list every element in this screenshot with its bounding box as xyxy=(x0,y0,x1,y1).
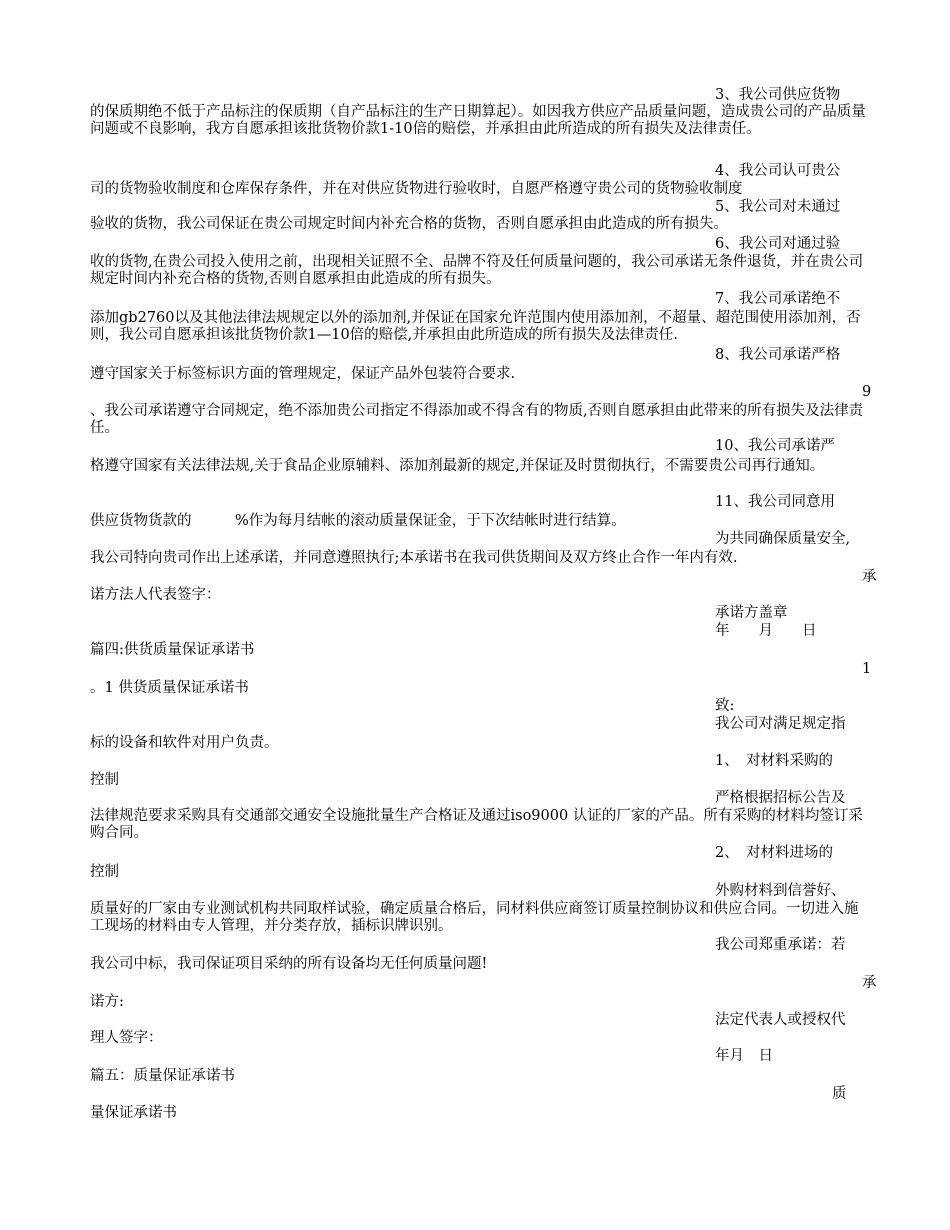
clause-10-lead: 10、我公司承诺严 xyxy=(715,438,835,454)
section-five-title: 量保证承诺书 xyxy=(90,1105,177,1121)
section-four-heading: 篇四:供货质量保证承诺书 xyxy=(90,642,255,658)
item-1-lead: 1、 对材料采购的 xyxy=(715,753,833,769)
clause-7-body: 添加gb2760以及其他法律法规规定以外的添加剂,并保证在国家允许范围内使用添加剂，不超量、超范围使用添加剂，否则，我公司自愿承担该批货物价款1—10倍的赔偿,并承担由此所造成的所有损失及法律责任. xyxy=(90,310,861,343)
clause-4-body: 司的货物验收制度和仓库保存条件，并在对供应货物进行验收时，自愿严格遵守贵公司的货物验收制度 xyxy=(90,181,743,197)
clause-8-lead: 8、我公司承诺严格 xyxy=(715,347,841,363)
section-five-lead: 质 xyxy=(832,1086,847,1102)
closing-lead: 为共同确保质量安全, xyxy=(715,531,851,547)
intro-body: 标的设备和软件对用户负责。 xyxy=(90,735,279,751)
representative-lead: 法定代表人或授权代 xyxy=(715,1012,846,1028)
section-five-heading: 篇五：质量保证承诺书 xyxy=(90,1068,235,1084)
clause-9-lead: 9 xyxy=(862,384,872,400)
date-line-2: 年月 日 xyxy=(715,1048,773,1064)
item-2-body-lead: 外购材料到信誉好、 xyxy=(715,883,846,899)
party-lead: 承 xyxy=(862,975,877,991)
signature-lead: 承 xyxy=(862,569,877,585)
clause-6-body: 收的货物,在贵公司投入使用之前，出现相关证照不全、品牌不符及任何质量问题的，我公司承诺无条件退货，并在贵公司规定时间内补充合格的货物,否则自愿承担由此造成的所有损失。 xyxy=(90,254,864,287)
pledge-body: 我公司中标，我司保证项目采纳的所有设备均无任何质量问题! xyxy=(90,956,488,972)
intro-lead: 我公司对满足规定指 xyxy=(715,716,846,732)
clause-11-body: 供应货物货款的 %作为每月结帐的滚动质量保证金，于下次结帐时进行结算。 xyxy=(90,513,626,529)
pledge-lead: 我公司郑重承诺：若 xyxy=(715,937,846,953)
item-1-body: 法律规范要求采购具有交通部交通安全设施批量生产合格证及通过iso9000 认证的厂家的产品。所有采购的材料均签订采购合同。 xyxy=(90,808,863,841)
party-label: 诺方: xyxy=(90,994,124,1010)
clause-9-body: 、我公司承诺遵守合同规定，绝不添加贵公司指定不得添加或不得含有的物质,否则自愿承担由此带来的所有损失及法律责任。 xyxy=(90,403,864,436)
clause-3-body: 的保质期绝不低于产品标注的保质期（自产品标注的生产日期算起）。如因我方供应产品质量问题，造成贵公司的产品质量问题或不良影响，我方自愿承担该批货物价款1-10倍的赔偿，并承担由此所造成的所有损失及法律责任。 xyxy=(90,104,866,137)
item-2-lead: 2、 对材料进场的 xyxy=(715,845,833,861)
clause-5-body: 验收的货物，我公司保证在贵公司规定时间内补充合格的货物，否则自愿承担由此造成的所有损失。 xyxy=(90,216,728,232)
signature-label: 诺方法人代表签字： xyxy=(90,587,221,603)
salutation: 致: xyxy=(715,698,735,714)
section-four-title: 。1 供货质量保证承诺书 xyxy=(90,680,249,696)
item-2-body: 质量好的厂家由专业测试机构共同取样试验，确定质量合格后，同材料供应商签订质量控制协议和供应合同。一切进入施工现场的材料由专人管理，并分类存放，插标识牌识别。 xyxy=(90,901,859,934)
representative-label: 理人签字： xyxy=(90,1030,163,1046)
clause-6-lead: 6、我公司对通过验 xyxy=(715,236,841,252)
date-line: 年 月 日 xyxy=(715,623,817,639)
clause-11-lead: 11、我公司同意用 xyxy=(715,494,835,510)
item-2-heading: 控制 xyxy=(90,864,119,880)
clause-4-lead: 4、我公司认可贵公 xyxy=(715,163,841,179)
closing-body: 我公司特向贵司作出上述承诺，并同意遵照执行;本承诺书在我司供货期间及双方终止合作一年内有效. xyxy=(90,550,738,566)
clause-10-body: 格遵守国家有关法律法规,关于食品企业原辅料、添加剂最新的规定,并保证及时贯彻执行，不需要贵公司再行通知。 xyxy=(90,458,825,474)
item-1-heading: 控制 xyxy=(90,772,119,788)
clause-8-body: 遵守国家关于标签标识方面的管理规定，保证产品外包装符合要求. xyxy=(90,366,516,382)
section-four-number: 1 xyxy=(862,661,872,677)
clause-7-lead: 7、我公司承诺绝不 xyxy=(715,291,841,307)
seal-label: 承诺方盖章 xyxy=(715,605,788,621)
clause-3-lead: 3、我公司供应货物 xyxy=(715,87,841,103)
item-1-body-lead: 严格根据招标公告及 xyxy=(715,790,846,806)
clause-5-lead: 5、我公司对未通过 xyxy=(715,199,841,215)
